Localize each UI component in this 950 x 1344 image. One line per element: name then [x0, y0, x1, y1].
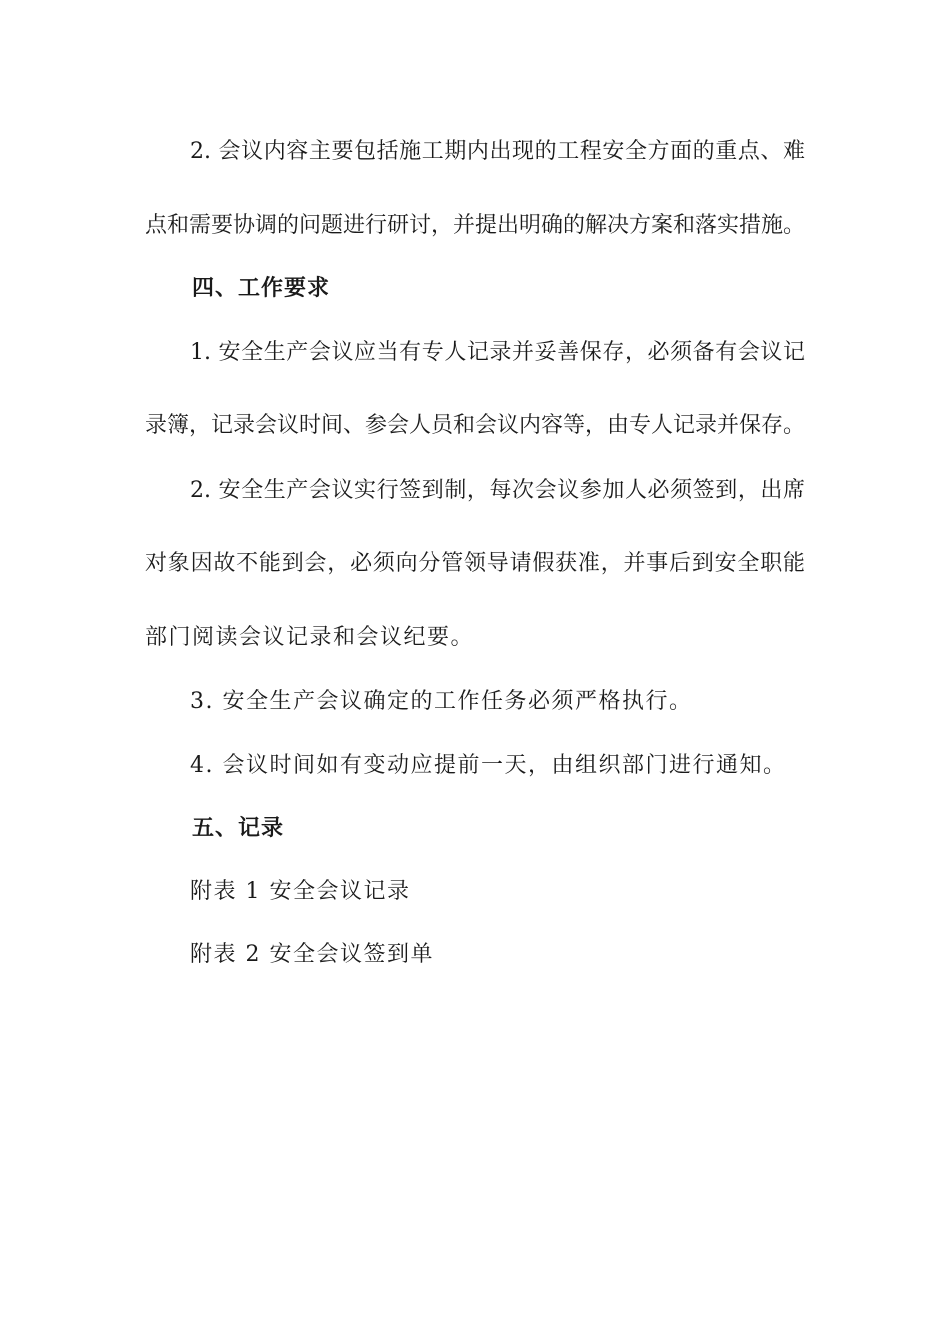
- section-heading: 五、记录: [192, 816, 285, 841]
- attachment-item: 附表 1 安全会议记录: [190, 879, 411, 904]
- paragraph-line: 4. 会议时间如有变动应提前一天，由组织部门进行通知。: [190, 753, 787, 778]
- paragraph-line: 部门阅读会议记录和会议纪要。: [145, 625, 475, 650]
- paragraph-line: 2. 安全生产会议实行签到制，每次会议参加人必须签到，出席: [190, 478, 805, 503]
- paragraph-line: 对象因故不能到会，必须向分管领导请假获准，并事后到安全职能: [145, 551, 805, 576]
- attachment-item: 附表 2 安全会议签到单: [190, 942, 434, 967]
- section-heading: 四、工作要求: [192, 276, 331, 301]
- paragraph-line: 录簿，记录会议时间、参会人员和会议内容等，由专人记录并保存。: [145, 413, 806, 438]
- paragraph-line: 点和需要协调的问题进行研讨，并提出明确的解决方案和落实措施。: [145, 213, 806, 238]
- paragraph-line: 1. 安全生产会议应当有专人记录并妥善保存，必须备有会议记: [190, 340, 805, 365]
- paragraph-line: 2. 会议内容主要包括施工期内出现的工程安全方面的重点、难: [190, 139, 805, 164]
- paragraph-line: 3. 安全生产会议确定的工作任务必须严格执行。: [190, 689, 693, 714]
